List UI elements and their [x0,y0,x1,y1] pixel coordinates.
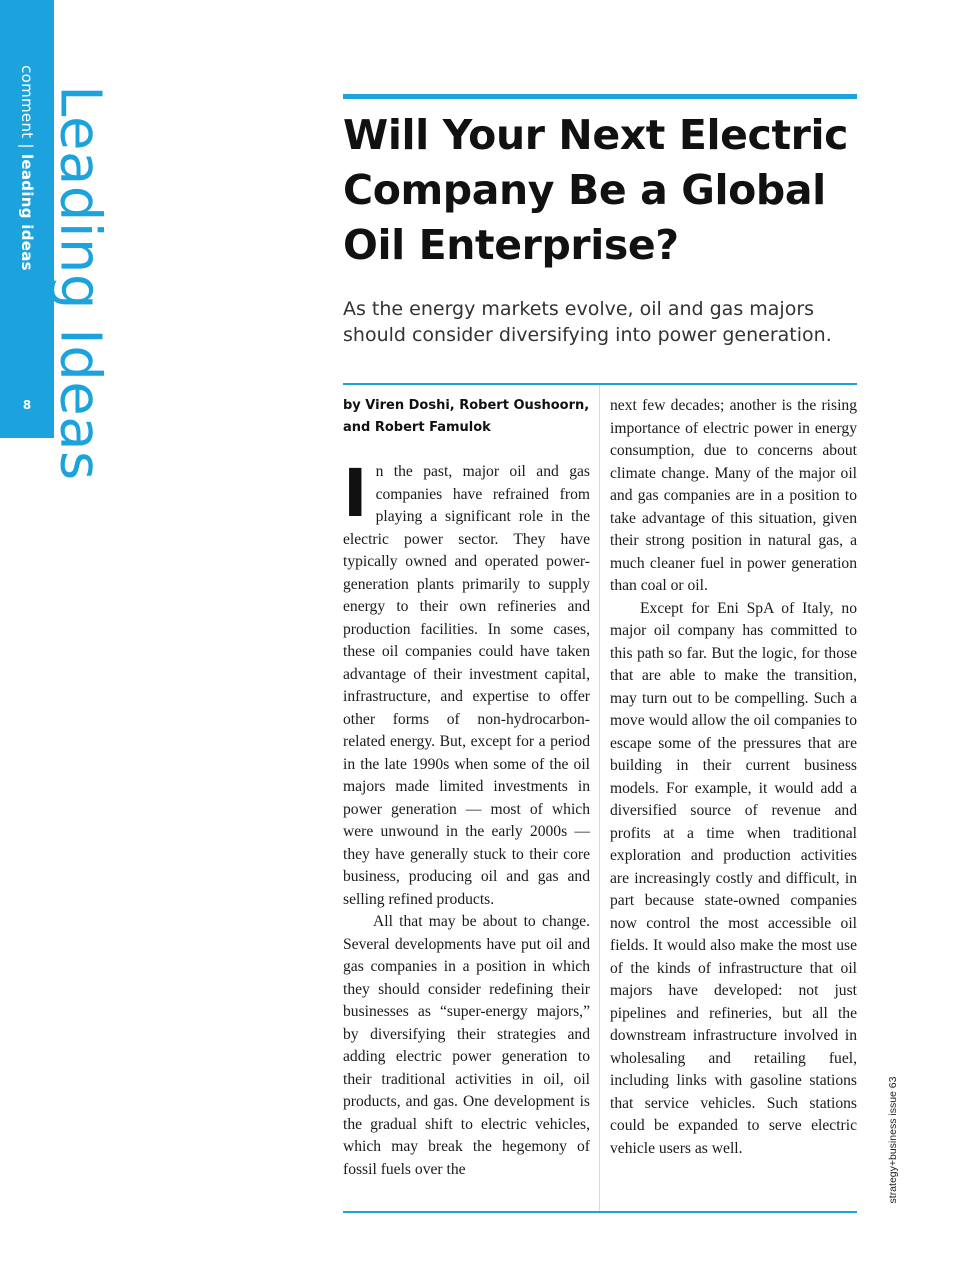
paragraph-3: Except for Eni SpA of Italy, no major oil company has committed to this path so far. But the logic, for those that are able to make the transition, may turn out to be compelling. Such a move would allow the oil companies to escape some of the pressures that are building in their current business models. For example, it would add a diversified source of revenue and profits at a time when traditional exploration and production activities are increasingly costly and difficult, in part because state-owned companies now control the most accessible oil fields. It would also make the most use of the kinds of infrastructure that oil majors have developed: not just pipelines and refineries, but all the downstream infrastructure involved in wholesaling and retailing fuel, including links with gasoline stations that service vehicles. Such stations could be expanded to serve electric vehicle users as well. [610,599,857,1157]
column-divider [599,385,600,1212]
top-rule [343,94,857,99]
article-title: Will Your Next Electric Company Be a Global Oil Enterprise? [343,111,849,269]
paragraph-1-text: n the past, major oil and gas companies have refrained from playing a significant role in the electric power sector. They have typically owned and operated power-generation plants primarily to supply energy to their own refineries and production facilities. In some cases, these oil companies could have taken advantage of their investment capital, infrastructure, and expertise to offer other forms of non-hydrocarbon-related energy. But, except for a period in the late 1990s when some of the oil majors made limited investments in power generation — most of which were unwound in the early 2000s — they have generally stuck to their core business, producing oil and gas and selling refined products. [343,463,590,908]
column-left [343,455,590,1181]
paragraph-1 [343,455,590,911]
section-label-regular: comment | [18,65,36,154]
bottom-rule [343,1211,857,1213]
byline: by Viren Doshi, Robert Oushoorn, and Robert Famulok [343,398,590,435]
header-divider [343,383,857,385]
drop-cap: I [343,455,368,532]
paragraph-2-continued: next few decades; another is the rising importance of electric power in energy consumption, due to concerns about climate change. Many of the major oil and gas companies are in a position to take advantage of this situation, given their strong position in natural gas, a much cleaner fuel in power generation than coal or oil. [610,397,857,594]
column-right [610,395,857,1160]
section-label-bold: leading ideas [18,153,36,271]
article-subtitle: As the energy markets evolve, oil and gas majors should consider diversifying into power generation. [343,298,832,346]
section-label [18,65,36,271]
page-number: 8 [22,398,32,412]
publication-footer: strategy+business issue 63 [887,1076,899,1204]
paragraph-2: All that may be about to change. Several developments have put oil and gas companies in a position in which they should consider redefining their businesses as “super-energy majors,” by diversifying their strategies and adding electric power generation to their traditional activities in oil, oil products, and gas. One development is the gradual shift to electric vehicles, which may break the hegemony of fossil fuels over the [343,913,590,1178]
section-title-vertical: Leading Ideas [47,85,113,481]
